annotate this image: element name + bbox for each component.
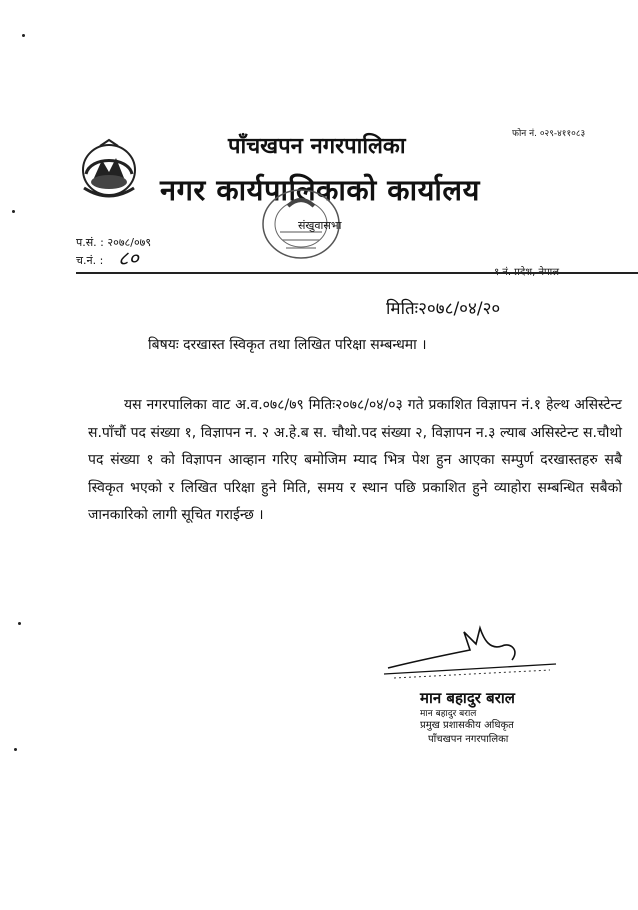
scan-speck [18,622,21,625]
province-label [494,264,559,278]
body-paragraph: यस नगरपालिका वाट अ.व.०७८/७९ मितिः२०७८/०४/०३ गते प्रकाशित विज्ञापन नं.१ हेल्थ असिस्टेन्ट स.पाँचौं पद संख्या १, विज्ञापन न. २ अ.हे.ब स. चौथो.पद संख्या २, विज्ञापन न.३ ल्याब असिस्टेन्ट स.चौथो पद संख्या १ को विज्ञापन आव्हान गरिए बमोजिम म्याद भित्र पेश हुन आएका सम्पुर्ण दरखास्तहरु सबै स्विकृत भएको र लिखित परिक्षा हुने मिति, समय र स्थान पछि प्रकाशित हुने व्याहोरा सम्बन्धित सबैको जानकारिको लागी सूचित गराईन्छ । [88,397,622,523]
signatory-stamp-name: मान बहादुर बराल [420,709,477,719]
scan-speck [14,748,17,751]
reference-number: प.सं. : २०७८/०७९ [76,236,152,249]
office-name: पाँचखपन नगरपालिका [228,134,406,159]
dispatch-number-label: च.नं. : [76,254,104,267]
scan-speck [12,210,15,213]
signature-icon [380,620,560,690]
header-divider [76,272,638,274]
letter-body [88,392,622,530]
signatory-name: मान बहादुर बराल [420,689,515,707]
scan-speck [22,34,25,37]
signatory-office: पाँचखपन नगरपालिका [428,734,509,745]
district-label: संखुवासभा [298,219,342,232]
letter-subject: बिषयः दरखास्त स्विकृत तथा लिखित परिक्षा सम्बन्धमा । [148,337,427,353]
letter-date: मितिः२०७८/०४/२० [386,299,501,319]
phone-number: फोन नं. ०२९-४११०८३ [512,129,586,139]
office-title: नगर कार्यपालिकाको कार्यालय [160,173,480,207]
nepal-emblem-icon [80,138,138,200]
signatory-designation: प्रमुख प्रशासकीय अधिकृत [420,720,514,731]
dispatch-number-handwritten: ८० [118,246,139,270]
